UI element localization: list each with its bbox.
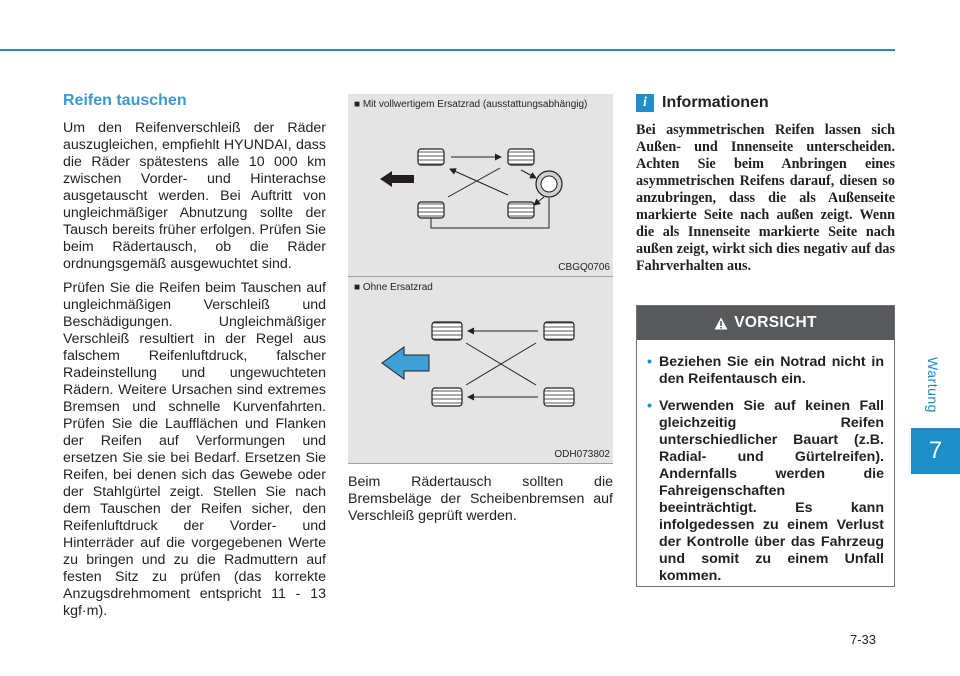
caution-list: [637, 340, 894, 585]
tire-rotation-diagram-no-spare: [348, 277, 613, 463]
bullet-icon: •: [647, 354, 652, 370]
warning-triangle-icon: [714, 317, 728, 330]
direction-arrow-icon: [380, 171, 414, 187]
tire-front-left-icon: [432, 322, 462, 340]
caution-box: [636, 305, 895, 587]
figure-caption: ■ Ohne Ersatzrad: [354, 282, 433, 293]
tire-rear-right-icon: [508, 202, 534, 218]
figure-column: [348, 94, 613, 532]
figure-code: CBGQ0706: [558, 262, 610, 273]
tire-front-right-icon: [508, 149, 534, 165]
info-title: Informationen: [662, 94, 769, 111]
chapter-number-tab: 7: [911, 428, 960, 474]
tire-rotation-diagram-spare: [348, 94, 613, 276]
paragraph-1: Um den Reifenverschleiß der Räder auszugleichen, empfiehlt HYUNDAI, dass die Räder spätestens alle 10 000 km zwischen Vorder- und Hinterachse ausgetauscht werden. Bei Auftritt von ungleichmäßiger Abnutzung sollte der Tausch bereits früher erfolgen. Prüfen Sie beim Rädertausch, ob die Räder ordnungsgemäß ausgewuchtet sind.: [63, 120, 326, 272]
section-title: Reifen tauschen: [63, 92, 187, 109]
caution-header: [637, 306, 894, 340]
chapter-name: Wartung: [925, 357, 942, 413]
info-icon: i: [636, 94, 654, 112]
caution-title: VORSICHT: [734, 314, 817, 331]
main-text-column: [63, 92, 326, 627]
top-rule: [0, 49, 895, 51]
tire-rear-left-icon: [418, 202, 444, 218]
brake-note: Beim Rädertausch sollten die Bremsbeläge der Scheibenbremsen auf Verschleiß geprüft werden.: [348, 474, 613, 524]
tire-front-left-icon: [418, 149, 444, 165]
info-column: [636, 94, 895, 584]
figure-caption: ■ Mit vollwertigem Ersatzrad (ausstattungsabhängig): [354, 99, 588, 110]
bullet-icon: •: [647, 398, 652, 414]
caution-item: • Beziehen Sie ein Notrad nicht in den Reifentausch ein.: [647, 354, 884, 387]
tire-front-right-icon: [544, 322, 574, 340]
figure-with-spare: [348, 94, 613, 277]
info-text: Bei asymmetrischen Reifen lassen sich Außen- und Innenseite unterscheiden. Achten Sie beim Anbringen eines asymmetrischen Reifens darauf, diesen so anzubringen, dass die als Außenseite markierte Seite nach außen zeigt. Wenn die als Innenseite markierte Seite nach außen zeigt, wirkt sich dies negativ auf das Fahrverhalten aus.: [636, 122, 895, 274]
page-number: 7-33: [850, 632, 877, 647]
side-tab-label: [918, 345, 948, 425]
direction-arrow-icon: [382, 347, 429, 379]
figure-code: ODH073802: [554, 449, 610, 460]
caution-item: • Verwenden Sie auf keinen Fall gleichzeitig Reifen unterschiedlicher Bauart (z.B. Radial- und Gürtelreifen). Andernfalls werden die Fahreigenschaften beeinträchtigt. Es kann infolgedessen zu einem Verlust der Kontrolle über das Fahrzeug und somit zu einem Unfall kommen.: [647, 398, 884, 584]
tire-rear-right-icon: [544, 388, 574, 406]
info-header: [636, 94, 895, 112]
paragraph-2: Prüfen Sie die Reifen beim Tauschen auf ungleichmäßigen Verschleiß und Beschädigungen. Ungleichmäßiger Verschleiß resultiert in der Regel aus falschem Reifenluftdruck, falscher Radeinstellung und ungewuchteten Rädern. Weitere Ursachen sind extremes Bremsen und schnelle Kurvenfahrten. Prüfen Sie die Laufflächen und Flanken der Reifen auf Verformungen und ersetzen Sie sie bei Bedarf. Ersetzen Sie Reifen, bei denen sich das Gewebe oder der Stahlgürtel zeigt. Stellen Sie nach dem Tauschen der Reifen sicher, den Reifenluftdruck der Vorder- und Hinterräder auf die vorgegebenen Werte zu bringen und zu die Radmuttern auf festen Sitz zu prüfen (das korrekte Anzugsdrehmoment entspricht 11 - 13 kgf·m).: [63, 280, 326, 619]
tire-rear-left-icon: [432, 388, 462, 406]
figure-without-spare: [348, 277, 613, 464]
